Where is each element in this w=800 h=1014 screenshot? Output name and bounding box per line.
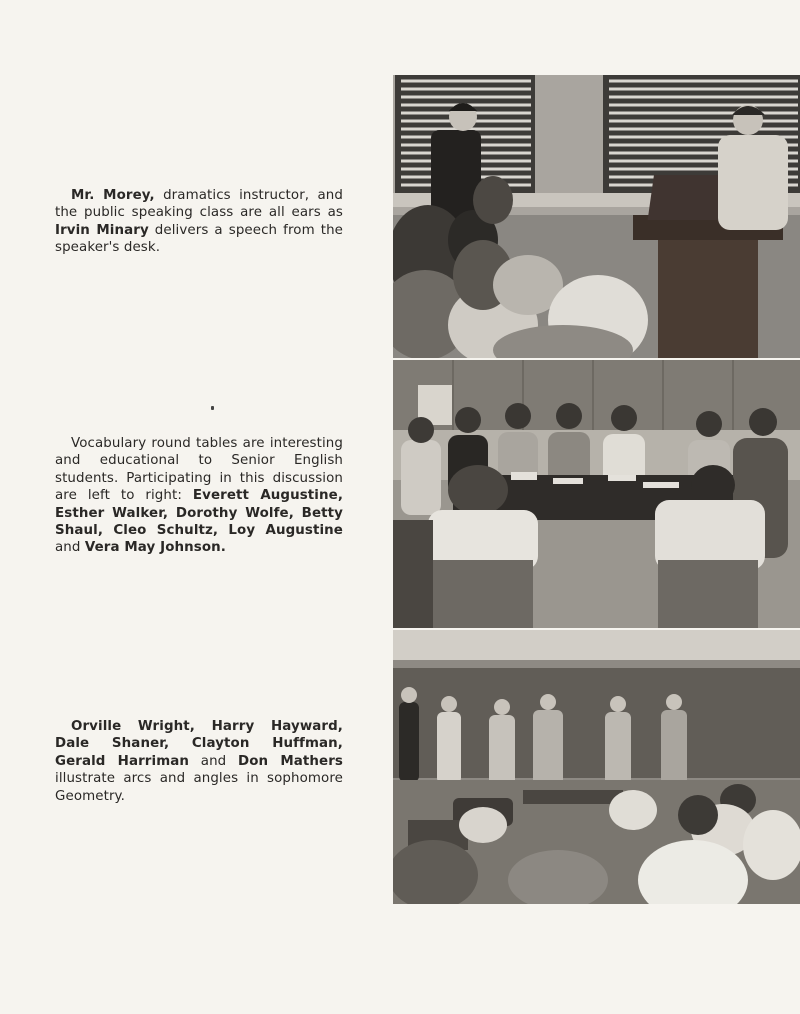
caption-name-run: Don Mathers <box>238 753 343 769</box>
caption-name-run: Vera May Johnson. <box>84 540 226 556</box>
caption-public-speaking <box>55 187 343 257</box>
caption-text-run: and <box>55 540 85 556</box>
caption-geometry <box>55 718 343 805</box>
photo-vocabulary-round-table <box>393 360 800 628</box>
caption-text-run: Vocabulary round tables are interesting and educational to Senior English students. Participating in this discussion are left to right: <box>55 436 343 504</box>
photo-geometry-class <box>393 630 800 904</box>
caption-name-run: Everett Augustine, Esther Walker, Dorothy Wolfe, Betty Shaul, Cleo Schultz, Loy Augustine <box>55 488 344 539</box>
caption-text-run: dramatics instructor, and the public speaking class are all ears as <box>55 188 343 221</box>
caption-text-run: illustrate arcs and angles in sophomore Geometry. <box>55 771 343 804</box>
photo-public-speaking-class <box>393 75 800 358</box>
caption-text-run: and <box>189 753 239 769</box>
print-speck <box>211 406 214 410</box>
caption-text-run: delivers a speech from the speaker's desk. <box>55 222 344 256</box>
caption-vocabulary-round-table <box>55 435 343 557</box>
caption-name-run: Irvin Minary <box>55 222 149 238</box>
caption-name-run: Orville Wright, Harry Hayward, Dale Shaner, Clayton Huffman, Gerald Harriman <box>55 719 343 769</box>
caption-name-run: Mr. Morey, <box>71 188 155 203</box>
